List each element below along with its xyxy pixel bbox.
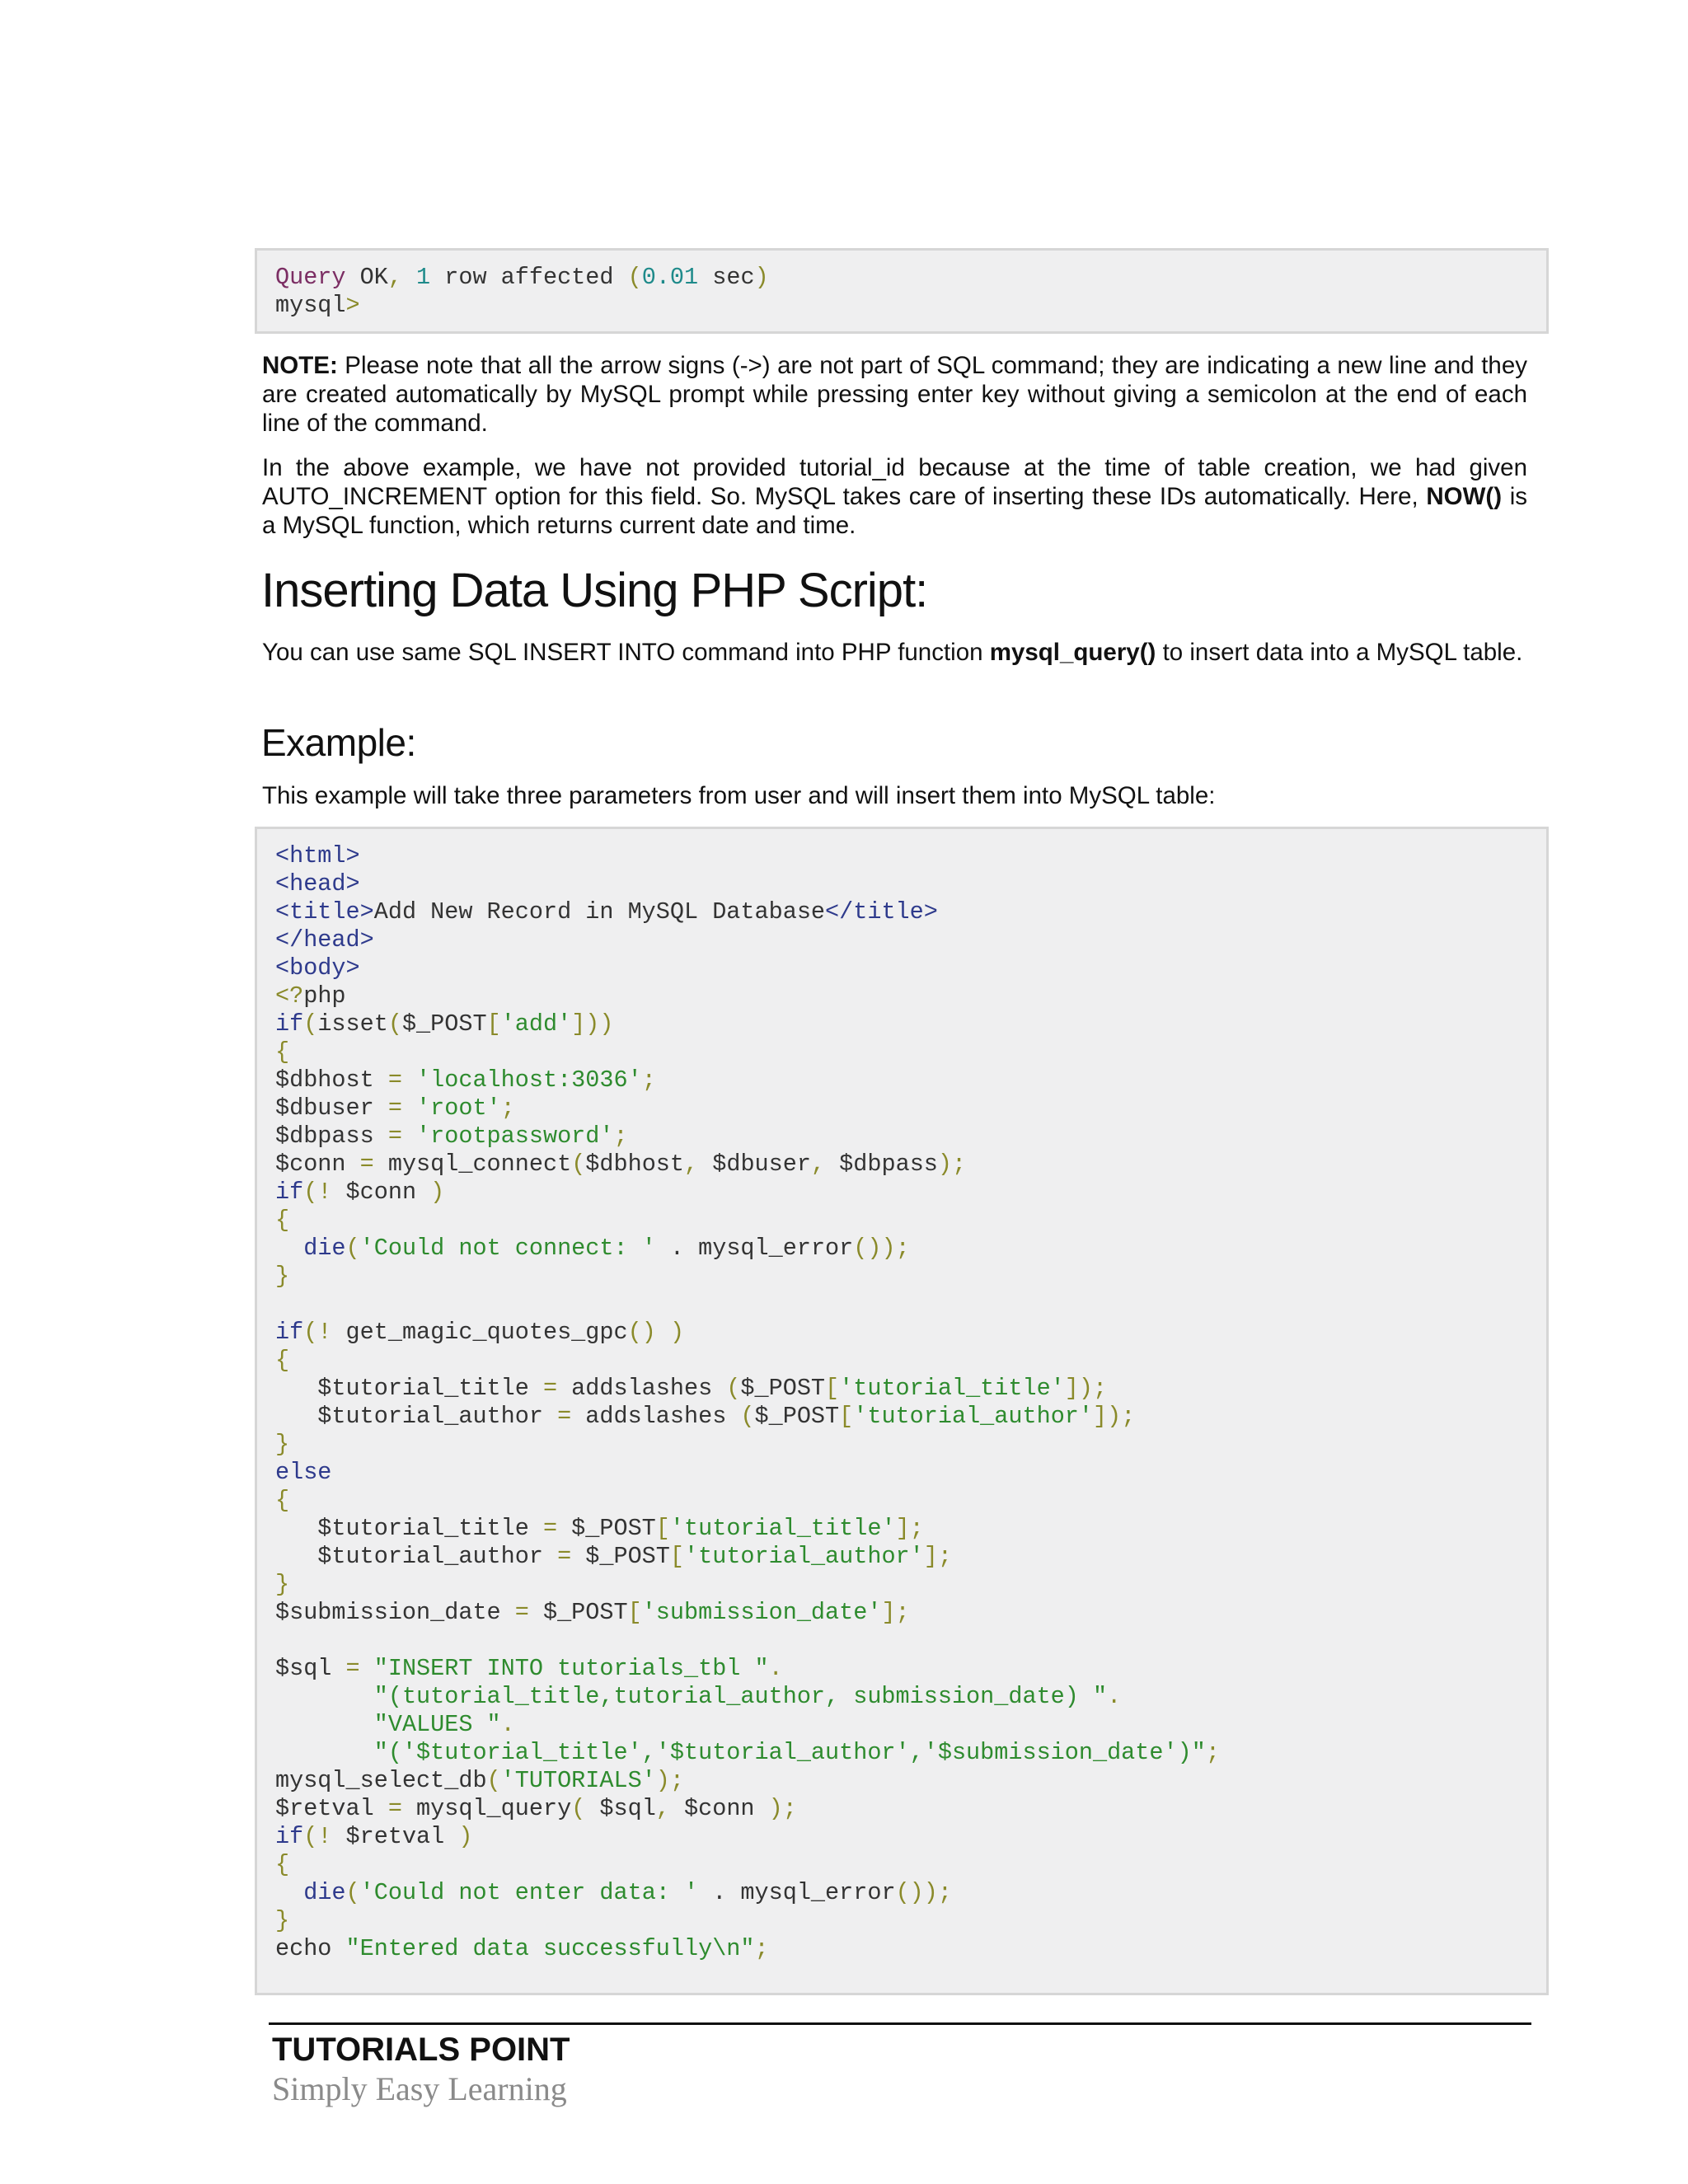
code-token: 'tutorial_title' (669, 1515, 896, 1542)
intro-text-after: to insert data into a MySQL table. (1156, 639, 1523, 666)
code-token: 'TUTORIALS' (500, 1767, 656, 1794)
code-line (275, 1487, 1546, 1515)
code-token: 'submission_date' (641, 1599, 882, 1626)
code-token: = (387, 1795, 402, 1822)
code-token: row affected (430, 264, 628, 291)
code-token: , (684, 1151, 699, 1178)
code-token: [ (839, 1403, 854, 1430)
explanation-paragraph (262, 453, 1527, 540)
footer-brand: TUTORIALS POINT (272, 2032, 570, 2068)
intro-text-before: You can use same SQL INSERT INTO command into PHP function (262, 639, 990, 666)
code-token: if (275, 1823, 304, 1850)
code-token: 'add' (500, 1010, 572, 1038)
code-token: ])) (571, 1010, 614, 1038)
code-token: $dbpass (275, 1122, 388, 1150)
code-line (275, 1431, 1546, 1459)
code-line (275, 1795, 1546, 1823)
code-token: <body> (275, 954, 360, 982)
code-token: ; (641, 1066, 656, 1094)
code-token: die (303, 1879, 346, 1906)
code-token: $_POST (557, 1515, 656, 1542)
code-token: Query (275, 264, 346, 291)
code-token: = (514, 1599, 529, 1626)
code-token: ); (655, 1767, 685, 1794)
code-line (275, 1515, 1546, 1543)
code-token: if (275, 1319, 304, 1346)
code-token: get_magic_quotes_gpc (331, 1319, 628, 1346)
code-line (275, 982, 1546, 1010)
code-token: ; (613, 1122, 628, 1150)
code-token: { (275, 1851, 290, 1878)
code-token: <? (275, 982, 304, 1010)
code-line (275, 1907, 1546, 1935)
code-token: <html> (275, 842, 360, 869)
code-token: . mysql_error (655, 1235, 854, 1262)
code-token: <title> (275, 898, 374, 926)
code-token: (! (303, 1179, 332, 1206)
code-line (275, 842, 1546, 870)
code-token: $retval (331, 1823, 459, 1850)
code-token (275, 1235, 303, 1262)
code-line (275, 1122, 1546, 1151)
code-token: $_POST (740, 1375, 826, 1402)
explanation-text-before: In the above example, we have not provided tutorial_id because at the time of table creation, we had given AUTO_INCREMENT option for this field. So. MySQL takes care of inserting these IDs automatically. Here, (262, 454, 1527, 510)
code-token: $tutorial_title (275, 1515, 543, 1542)
code-token: ( (627, 264, 642, 291)
code-token: > (345, 292, 360, 319)
code-token: { (275, 1487, 290, 1514)
code-token: ( (726, 1375, 741, 1402)
code-token: isset (317, 1010, 388, 1038)
code-token: php (303, 982, 346, 1010)
code-token: = (542, 1515, 558, 1542)
code-token: $dbhost (275, 1066, 388, 1094)
code-token: mysql_select_db (275, 1767, 487, 1794)
code-token: $_POST (571, 1543, 670, 1570)
code-line (275, 1879, 1546, 1907)
code-token: 'root' (416, 1094, 501, 1122)
code-line (275, 1375, 1546, 1403)
code-token: $dbhost (585, 1151, 685, 1178)
code-token: "('$tutorial_title','$tutorial_author','$submission_date')" (373, 1739, 1206, 1766)
code-token: ) (458, 1823, 473, 1850)
code-token: , (387, 264, 402, 291)
code-token: 'Could not connect: ' (359, 1235, 656, 1262)
query-result-code-block (255, 248, 1549, 334)
code-token: $tutorial_title (275, 1375, 543, 1402)
code-token (275, 1683, 374, 1710)
code-line (275, 1767, 1546, 1795)
code-token: $dbuser (275, 1094, 388, 1122)
intro-paragraph (262, 638, 1527, 667)
code-token: $conn (331, 1179, 431, 1206)
code-token: 'Could not enter data: ' (359, 1879, 699, 1906)
code-token: = (557, 1403, 572, 1430)
php-code-block (255, 827, 1549, 1995)
code-token: , (655, 1795, 670, 1822)
code-token: "INSERT INTO tutorials_tbl " (373, 1655, 769, 1682)
code-token: 'rootpassword' (416, 1122, 614, 1150)
note-text: Please note that all the arrow signs (->) are not part of SQL command; they are indicating a new line and they are created automatically by MySQL prompt while pressing enter key without giving a semicolon at the end of each line of the command. (262, 352, 1527, 437)
code-token: die (303, 1235, 346, 1262)
code-line (275, 1094, 1546, 1122)
code-token: "Entered data successfully\n" (345, 1935, 755, 1962)
code-token: $sql (275, 1655, 346, 1682)
code-token: [ (669, 1543, 685, 1570)
code-token: . (768, 1655, 783, 1682)
code-token (402, 264, 416, 291)
code-token: ]); (1064, 1375, 1108, 1402)
code-token: ) (669, 1319, 685, 1346)
code-token: . (1107, 1683, 1122, 1710)
code-token: ( (303, 1010, 318, 1038)
code-line (275, 1571, 1546, 1599)
code-line (275, 292, 1546, 320)
code-token: ]; (923, 1543, 952, 1570)
code-line (275, 898, 1546, 926)
code-line (275, 1263, 1546, 1291)
code-token: = (557, 1543, 572, 1570)
code-token: $_POST (401, 1010, 487, 1038)
code-line (275, 1823, 1546, 1851)
code-token: ( (387, 1010, 402, 1038)
code-token: ; (500, 1094, 515, 1122)
code-token: "(tutorial_title,tutorial_author, submission_date) " (373, 1683, 1108, 1710)
code-token: ) (430, 1179, 445, 1206)
code-token (656, 1319, 670, 1346)
code-token: $retval (275, 1795, 388, 1822)
code-token: addslashes (557, 1375, 727, 1402)
code-token: ( (345, 1879, 360, 1906)
code-line (275, 1711, 1546, 1739)
footer-divider (269, 2022, 1531, 2025)
mysql-query-function-name: mysql_query() (989, 639, 1156, 666)
code-line (275, 1066, 1546, 1094)
code-token: , (810, 1151, 826, 1178)
code-token: <head> (275, 870, 360, 898)
code-token: if (275, 1179, 304, 1206)
code-token: $dbpass (825, 1151, 938, 1178)
footer-tagline: Simply Easy Learning (272, 2070, 567, 2107)
code-line (275, 1935, 1546, 1963)
code-token: addslashes (571, 1403, 741, 1430)
code-token: "VALUES " (373, 1711, 501, 1738)
code-token: = (387, 1122, 402, 1150)
code-token (275, 1739, 374, 1766)
code-token: $conn (669, 1795, 769, 1822)
code-token: ; (1205, 1739, 1220, 1766)
code-line (275, 1627, 1546, 1655)
code-token: </head> (275, 926, 374, 954)
code-token: { (275, 1347, 290, 1374)
code-token: $dbuser (698, 1151, 811, 1178)
code-token: } (275, 1907, 290, 1934)
code-token (402, 1094, 416, 1122)
example-intro: This example will take three parameters from user and will insert them into MySQL table: (262, 782, 1216, 809)
code-line (275, 264, 1546, 292)
code-token: { (275, 1038, 290, 1066)
code-token: ]; (895, 1515, 924, 1542)
code-line (275, 926, 1546, 954)
code-token: 'tutorial_author' (684, 1543, 924, 1570)
code-line (275, 1739, 1546, 1767)
code-line (275, 1655, 1546, 1683)
code-token: ( (571, 1795, 586, 1822)
code-line (275, 1179, 1546, 1207)
code-line (275, 1291, 1546, 1319)
code-line (275, 1319, 1546, 1347)
code-token (402, 1066, 416, 1094)
code-line (275, 1403, 1546, 1431)
now-function-name: NOW() (1426, 483, 1503, 510)
code-token: } (275, 1431, 290, 1458)
example-heading: Example: (261, 721, 416, 764)
code-line (275, 1459, 1546, 1487)
code-token: ( (740, 1403, 755, 1430)
code-token: Add New Record in MySQL Database (373, 898, 826, 926)
code-token: $submission_date (275, 1599, 515, 1626)
code-token: $_POST (754, 1403, 840, 1430)
code-token: mysql_connect (373, 1151, 572, 1178)
code-line (275, 954, 1546, 982)
code-token: = (345, 1655, 360, 1682)
code-token: 'tutorial_title' (839, 1375, 1065, 1402)
code-token: { (275, 1207, 290, 1234)
code-token: OK (345, 264, 388, 291)
code-token: $tutorial_author (275, 1543, 558, 1570)
code-token: . mysql_error (698, 1879, 896, 1906)
code-line (275, 1235, 1546, 1263)
code-token: sec (698, 264, 755, 291)
code-token: [ (486, 1010, 501, 1038)
code-token: ( (486, 1767, 501, 1794)
code-token: ; (754, 1935, 769, 1962)
code-token: $tutorial_author (275, 1403, 558, 1430)
code-token: (! (303, 1319, 332, 1346)
code-token (402, 1122, 416, 1150)
code-line (275, 1543, 1546, 1571)
code-token: (! (303, 1823, 332, 1850)
code-token: ()); (853, 1235, 910, 1262)
code-line (275, 870, 1546, 898)
code-token: = (387, 1094, 402, 1122)
code-token: ( (345, 1235, 360, 1262)
code-token: mysql (275, 292, 346, 319)
code-token (360, 1655, 374, 1682)
note-paragraph (262, 351, 1527, 438)
code-line (275, 1347, 1546, 1375)
code-token: </title> (825, 898, 938, 926)
code-token: = (359, 1151, 374, 1178)
code-line (275, 1683, 1546, 1711)
note-label: NOTE: (262, 352, 338, 379)
code-token: } (275, 1571, 290, 1598)
code-token: } (275, 1263, 290, 1290)
code-token (275, 1879, 303, 1906)
code-token: = (542, 1375, 558, 1402)
code-token: ( (571, 1151, 586, 1178)
code-token (275, 1711, 374, 1738)
code-token: else (275, 1459, 332, 1486)
code-line (275, 1010, 1546, 1038)
code-token: $_POST (528, 1599, 628, 1626)
code-line (275, 1038, 1546, 1066)
code-line (275, 1851, 1546, 1879)
code-token: [ (627, 1599, 642, 1626)
code-line (275, 1151, 1546, 1179)
code-token: . (500, 1711, 515, 1738)
code-token: echo (275, 1935, 346, 1962)
code-token: mysql_query (401, 1795, 572, 1822)
explanation-text-after: is a MySQL function, which returns current date and time. (262, 483, 1527, 539)
code-token: 'localhost:3036' (416, 1066, 642, 1094)
code-line (275, 1207, 1546, 1235)
code-token: if (275, 1010, 304, 1038)
code-line (275, 1599, 1546, 1627)
code-token: [ (655, 1515, 670, 1542)
code-token: $sql (585, 1795, 656, 1822)
code-token: ()); (895, 1879, 952, 1906)
code-token: ); (937, 1151, 967, 1178)
code-token: ]); (1093, 1403, 1136, 1430)
code-token: ); (768, 1795, 797, 1822)
code-token: 'tutorial_author' (853, 1403, 1093, 1430)
code-token: ) (754, 264, 769, 291)
code-token: () (627, 1319, 656, 1346)
code-token: 0.01 (641, 264, 699, 291)
code-token: [ (825, 1375, 840, 1402)
code-token: ]; (881, 1599, 910, 1626)
code-token: 1 (416, 264, 431, 291)
code-token: = (387, 1066, 402, 1094)
section-heading: Inserting Data Using PHP Script: (261, 564, 928, 617)
code-token: $conn (275, 1151, 360, 1178)
